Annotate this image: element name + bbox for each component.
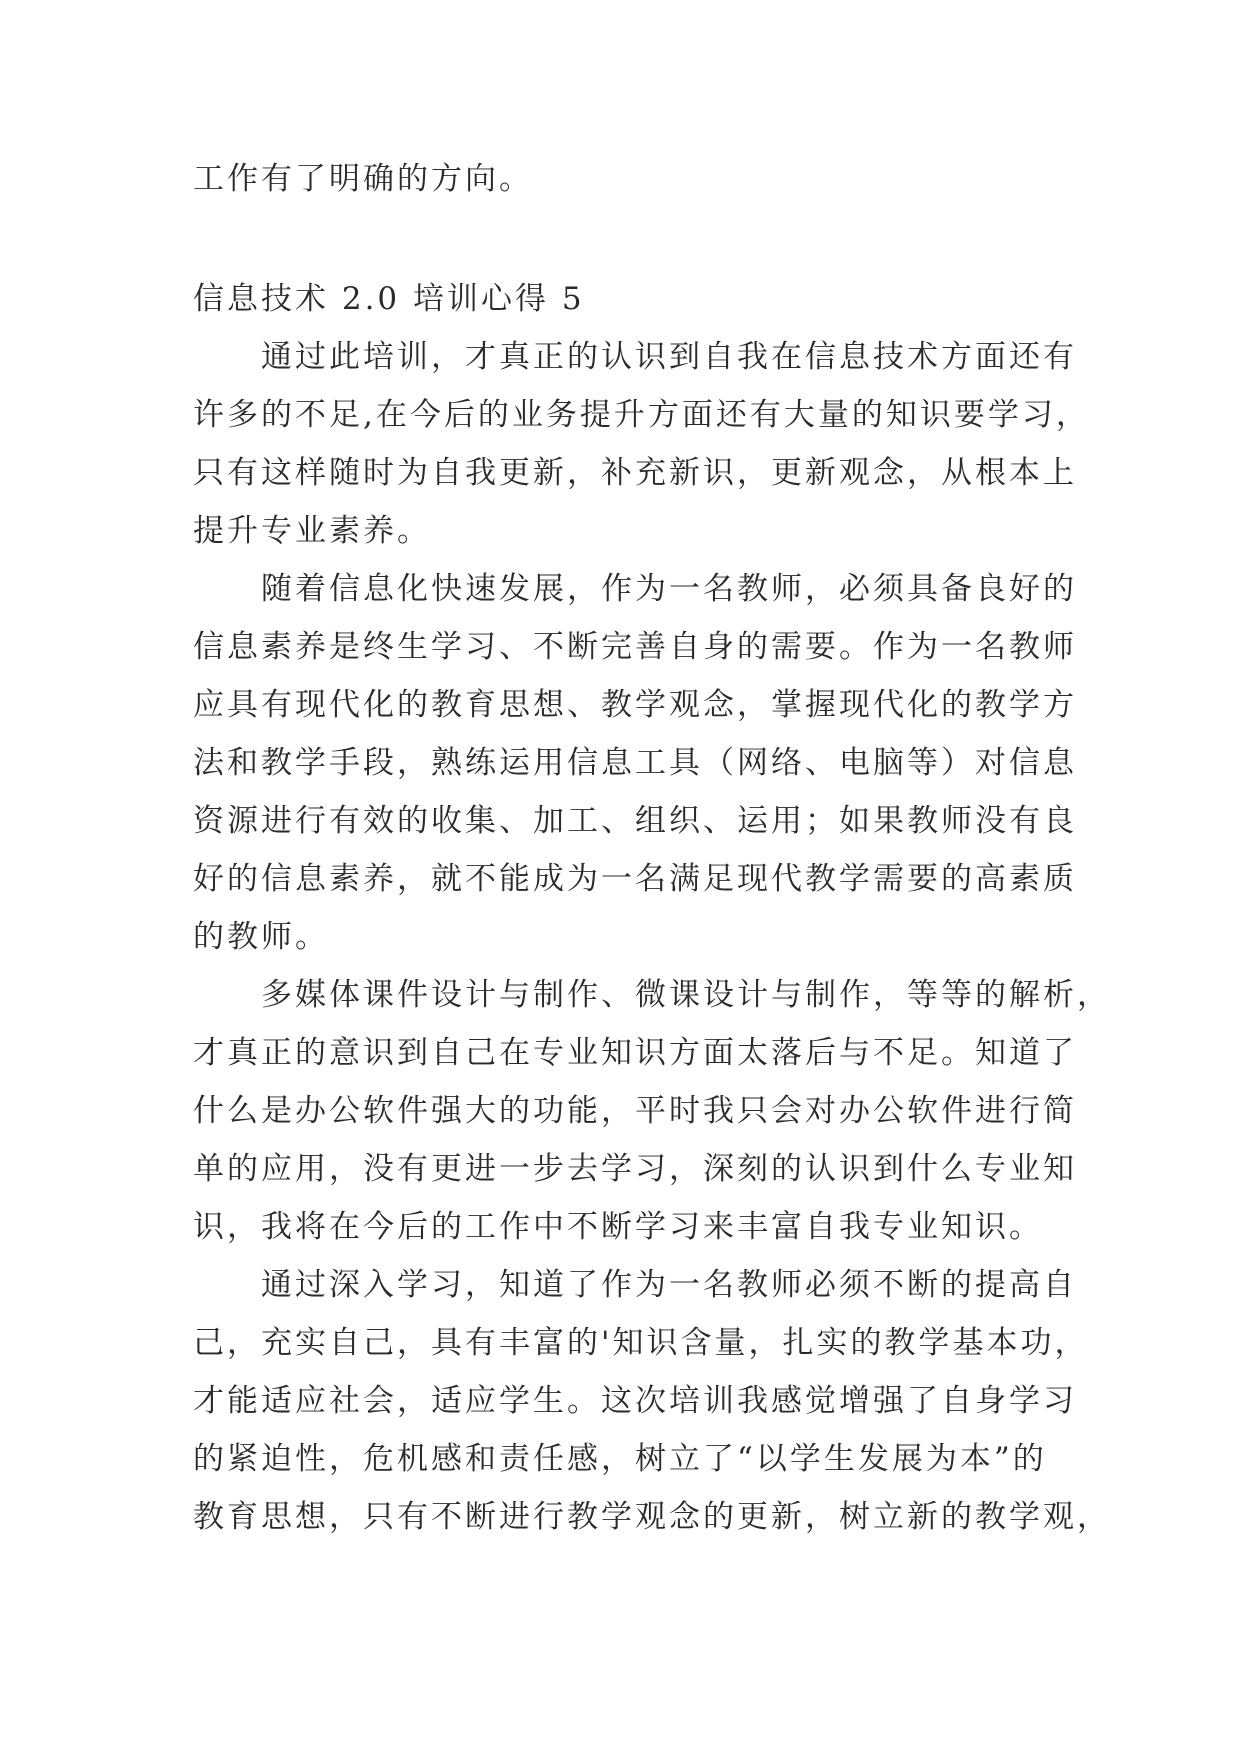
paragraph-line: 好的信息素养，就不能成为一名满足现代教学需要的高素质 (193, 861, 1077, 897)
paragraph-line: 法和教学手段，熟练运用信息工具（网络、电脑等）对信息 (193, 745, 1077, 781)
paragraph-line: 什么是办公软件强大的功能，平时我只会对办公软件进行简 (193, 1093, 1077, 1129)
paragraph-2 (193, 560, 1077, 966)
paragraph-line: 通过此培训，才真正的认识到自我在信息技术方面还有 (261, 339, 1077, 375)
section-heading: 信息技术 2.0 培训心得 5 (193, 281, 585, 317)
paragraph-line: 识，我将在今后的工作中不断学习来丰富自我专业知识。 (193, 1209, 1043, 1245)
paragraph-line: 才真正的意识到自己在专业知识方面太落后与不足。知道了 (193, 1035, 1077, 1071)
paragraph-line: 许多的不足,在今后的业务提升方面还有大量的知识要学习， (193, 397, 1090, 433)
paragraph-line: 通过深入学习，知道了作为一名教师必须不断的提高自 (261, 1267, 1077, 1303)
paragraph-line: 单的应用，没有更进一步去学习，深刻的认识到什么专业知 (193, 1151, 1077, 1187)
paragraph-3 (193, 966, 1111, 1256)
paragraph-1 (193, 328, 1090, 560)
intro-line: 工作有了明确的方向。 (193, 161, 533, 197)
paragraph-4 (193, 1256, 1111, 1546)
paragraph-line: 提升专业素养。 (193, 513, 431, 549)
paragraph-line: 资源进行有效的收集、加工、组织、运用；如果教师没有良 (193, 803, 1077, 839)
paragraph-line: 只有这样随时为自我更新，补充新识，更新观念，从根本上 (193, 455, 1077, 491)
paragraph-line: 随着信息化快速发展，作为一名教师，必须具备良好的 (261, 571, 1077, 607)
paragraph-line: 的紧迫性，危机感和责任感，树立了“以学生发展为本”的 (193, 1441, 1047, 1477)
paragraph-line: 己，充实自己，具有丰富的'知识含量，扎实的教学基本功， (193, 1325, 1089, 1361)
paragraph-line: 信息素养是终生学习、不断完善自身的需要。作为一名教师 (193, 629, 1077, 665)
paragraph-line: 多媒体课件设计与制作、微课设计与制作，等等的解析， (261, 977, 1111, 1013)
paragraph-line: 教育思想，只有不断进行教学观念的更新，树立新的教学观， (193, 1499, 1111, 1535)
paragraph-line: 才能适应社会，适应学生。这次培训我感觉增强了自身学习 (193, 1383, 1077, 1419)
section-spacer (193, 208, 1053, 270)
document-body (193, 150, 1111, 1546)
paragraph-line: 应具有现代化的教育思想、教学观念，掌握现代化的教学方 (193, 687, 1077, 723)
paragraph-line: 的教师。 (193, 919, 329, 955)
